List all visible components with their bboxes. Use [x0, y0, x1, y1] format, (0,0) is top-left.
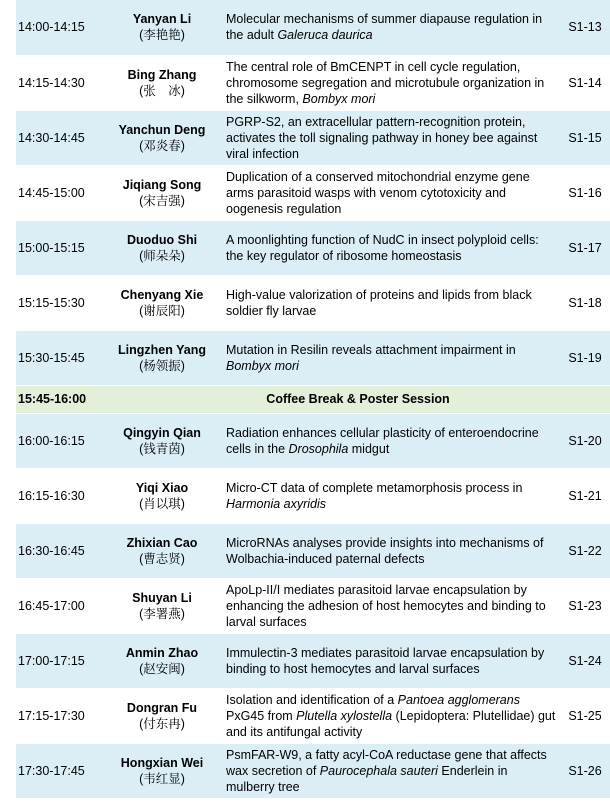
table-row: [16, 165, 610, 220]
talk-title: [218, 633, 560, 688]
speaker-chinese-name: (谢辰阳): [139, 303, 185, 318]
schedule-body: [16, 0, 610, 798]
speaker-chinese-name: (曹志贤): [139, 551, 185, 566]
time-cell: 17:00-17:15: [16, 633, 106, 688]
talk-title-italic: Pantoea agglomerans: [397, 692, 520, 707]
talk-title-italic: Bombyx mori: [226, 358, 299, 373]
speaker-cell: [106, 0, 218, 55]
schedule-table: [16, 0, 610, 799]
speaker-chinese-name: (师朵朵): [139, 248, 185, 263]
session-code: S1-22: [560, 523, 610, 578]
speaker-cell: [106, 55, 218, 110]
speaker-cell: [106, 633, 218, 688]
speaker-cell: [106, 413, 218, 468]
talk-title: [218, 275, 560, 330]
time-cell: 16:15-16:30: [16, 468, 106, 523]
talk-title: [218, 165, 560, 220]
talk-title-text: ApoLp-II/I mediates parasitoid larvae encapsulation by enhancing the adhesion of host hemocytes and binding to larval surfaces: [226, 582, 546, 629]
talk-title-text: Isolation and identification of a: [226, 692, 398, 707]
speaker-name: Anmin Zhao: [125, 645, 199, 660]
talk-title-text: The central role of BmCENPT in cell cycle regulation, chromosome segregation and microtubule organization in the silkworm,: [226, 59, 545, 106]
session-code: S1-24: [560, 633, 610, 688]
talk-title: [218, 55, 560, 110]
speaker-chinese-name: (杨领振): [139, 358, 185, 373]
speaker-cell: [106, 688, 218, 743]
talk-title-text: PxG45 from: [226, 708, 297, 723]
speaker-name: Shuyan Li: [132, 590, 192, 605]
table-row: [16, 633, 610, 688]
table-row: [16, 688, 610, 743]
table-row: [16, 220, 610, 275]
talk-title: [218, 330, 560, 385]
speaker-cell: [106, 220, 218, 275]
talk-title: [218, 468, 560, 523]
speaker-name: Yanyan Li: [132, 12, 192, 27]
talk-title-italic: Drosophila: [288, 441, 349, 456]
talk-title: [218, 688, 560, 743]
speaker-name: Duoduo Shi: [126, 232, 198, 247]
speaker-name: Hongxian Wei: [120, 755, 204, 770]
talk-title-text: midgut: [348, 441, 390, 456]
speaker-chinese-name: (钱青茵): [139, 441, 185, 456]
talk-title-italic: Bombyx mori: [302, 91, 376, 106]
speaker-name: Yiqi Xiao: [135, 480, 189, 495]
speaker-name: Dongran Fu: [126, 700, 198, 715]
talk-title-text: Duplication of a conserved mitochondrial enzyme gene arms parasitoid wasps with venom cytotoxicity and oogenesis regulation: [226, 169, 530, 216]
session-code: S1-13: [560, 0, 610, 55]
talk-title-text: Mutation in Resilin reveals attachment impairment in: [226, 342, 516, 357]
talk-title-italic: Harmonia axyridis: [226, 496, 327, 511]
time-cell: 16:30-16:45: [16, 523, 106, 578]
break-row: [16, 385, 610, 413]
session-code: S1-25: [560, 688, 610, 743]
talk-title-italic: Galeruca daurica: [277, 28, 373, 43]
session-code: S1-16: [560, 165, 610, 220]
session-code: S1-21: [560, 468, 610, 523]
talk-title-text: MicroRNAs analyses provide insights into mechanisms of Wolbachia-induced paternal defects: [226, 535, 544, 566]
time-cell: 15:15-15:30: [16, 275, 106, 330]
table-row: [16, 330, 610, 385]
talk-title-text: High-value valorization of proteins and lipids from black soldier fly larvae: [226, 287, 532, 318]
speaker-name: Zhixian Cao: [126, 535, 198, 550]
speaker-name: Yanchun Deng: [118, 122, 206, 137]
time-cell: 14:30-14:45: [16, 110, 106, 165]
talk-title: [218, 220, 560, 275]
table-row: [16, 0, 610, 55]
table-row: [16, 275, 610, 330]
speaker-cell: [106, 743, 218, 798]
talk-title-text: PGRP-S2, an extracellular pattern-recognition protein, activates the toll signaling pathway in honey bee against viral infection: [226, 114, 538, 161]
table-row: [16, 523, 610, 578]
speaker-name: Bing Zhang: [127, 67, 197, 82]
talk-title: [218, 578, 560, 633]
speaker-name: Chenyang Xie: [120, 287, 204, 302]
time-cell: 16:00-16:15: [16, 413, 106, 468]
speaker-chinese-name: (肖以琪): [139, 496, 185, 511]
speaker-cell: [106, 578, 218, 633]
time-cell: 17:15-17:30: [16, 688, 106, 743]
speaker-chinese-name: (张 冰): [139, 83, 185, 98]
table-row: [16, 55, 610, 110]
table-row: [16, 468, 610, 523]
speaker-chinese-name: (李署燕): [139, 606, 185, 621]
time-cell: 16:45-17:00: [16, 578, 106, 633]
speaker-chinese-name: (宋吉强): [139, 193, 185, 208]
speaker-cell: [106, 523, 218, 578]
table-row: [16, 578, 610, 633]
speaker-cell: [106, 110, 218, 165]
speaker-cell: [106, 330, 218, 385]
speaker-cell: [106, 275, 218, 330]
session-code: S1-17: [560, 220, 610, 275]
break-label: Coffee Break & Poster Session: [106, 385, 610, 413]
talk-title-text: Immulectin-3 mediates parasitoid larvae encapsulation by binding to host hemocytes and larval surfaces: [226, 645, 545, 676]
session-code: S1-14: [560, 55, 610, 110]
talk-title-italic: Paurocephala sauteri: [319, 763, 438, 778]
speaker-chinese-name: (李艳艳): [139, 28, 185, 43]
session-code: S1-23: [560, 578, 610, 633]
speaker-name: Jiqiang Song: [122, 177, 202, 192]
speaker-chinese-name: (付东冉): [139, 716, 185, 731]
time-cell: 14:15-14:30: [16, 55, 106, 110]
session-code: S1-26: [560, 743, 610, 798]
time-cell: 15:00-15:15: [16, 220, 106, 275]
talk-title: [218, 743, 560, 798]
speaker-name: Lingzhen Yang: [118, 342, 206, 357]
session-code: S1-18: [560, 275, 610, 330]
talk-title-text: A moonlighting function of NudC in insect polyploid cells: the key regulator of ribosome homeostasis: [226, 232, 539, 263]
talk-title: [218, 523, 560, 578]
speaker-chinese-name: (赵安闽): [139, 661, 185, 676]
break-time: 15:45-16:00: [16, 385, 106, 413]
talk-title-italic: Plutella xylostella: [296, 708, 393, 723]
time-cell: 17:30-17:45: [16, 743, 106, 798]
talk-title: [218, 413, 560, 468]
table-row: [16, 110, 610, 165]
speaker-chinese-name: (韦红显): [139, 771, 185, 786]
talk-title: [218, 0, 560, 55]
speaker-cell: [106, 165, 218, 220]
time-cell: 14:45-15:00: [16, 165, 106, 220]
talk-title-text: Micro-CT data of complete metamorphosis process in: [226, 480, 523, 495]
speaker-chinese-name: (邓炎春): [139, 138, 185, 153]
talk-title-text: Enderlein in mulberry tree: [226, 763, 508, 794]
table-row: [16, 413, 610, 468]
session-code: S1-20: [560, 413, 610, 468]
talk-title-text: Radiation enhances cellular plasticity of enteroendocrine cells in the: [226, 425, 539, 456]
talk-title-text: Molecular mechanisms of summer diapause regulation in the adult: [226, 12, 543, 43]
time-cell: 15:30-15:45: [16, 330, 106, 385]
session-code: S1-15: [560, 110, 610, 165]
talk-title-text: (Lepidoptera: Plutellidae) gut and its antifungal activity: [226, 708, 556, 739]
talk-title-text: PsmFAR-W9, a fatty acyl-CoA reductase gene that affects wax secretion of: [226, 747, 547, 778]
speaker-cell: [106, 468, 218, 523]
session-code: S1-19: [560, 330, 610, 385]
talk-title: [218, 110, 560, 165]
time-cell: 14:00-14:15: [16, 0, 106, 55]
speaker-name: Qingyin Qian: [123, 425, 201, 440]
table-row: [16, 743, 610, 798]
